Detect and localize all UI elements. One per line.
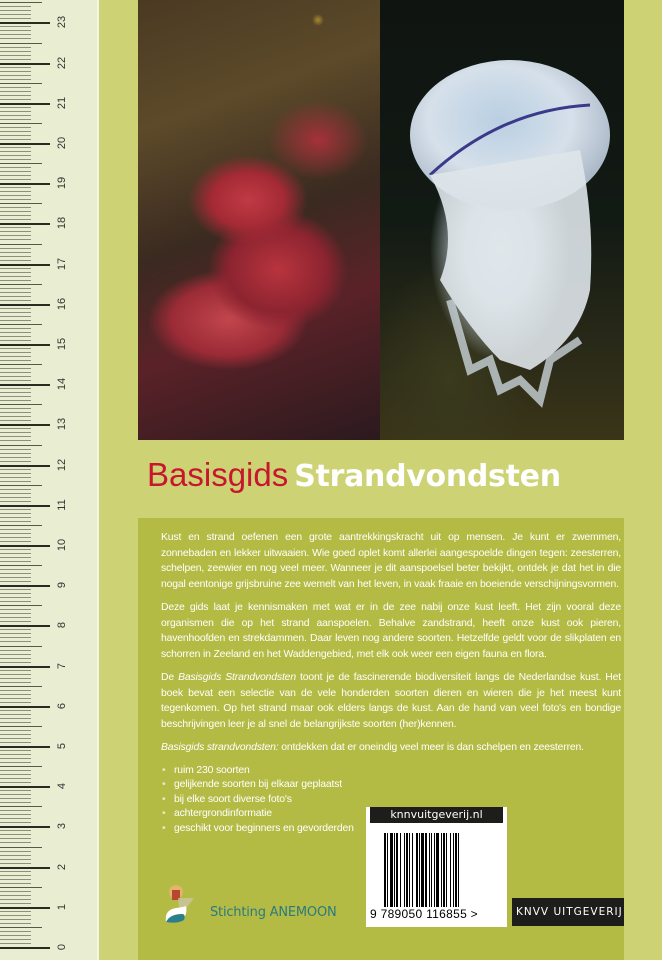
ruler-tick <box>0 83 42 84</box>
ruler-tick <box>0 834 31 835</box>
ruler-tick <box>0 678 31 679</box>
ruler-tick <box>0 55 31 56</box>
ruler-tick <box>0 219 31 220</box>
blurb-paragraph-4 <box>161 740 621 756</box>
ruler-tick <box>0 935 31 936</box>
ruler-tick <box>0 738 31 739</box>
ruler-tick <box>0 135 31 136</box>
ruler-tick <box>0 501 31 502</box>
ruler-tick <box>0 489 31 490</box>
ruler-tick <box>0 485 42 486</box>
book-title <box>147 456 561 494</box>
ruler-label: 14 <box>56 378 68 391</box>
ruler-tick <box>0 6 31 7</box>
publisher-logo: KNVV UITGEVERIJ <box>512 898 624 926</box>
ruler-tick <box>0 931 31 932</box>
ruler-tick <box>0 509 31 510</box>
ruler-tick <box>0 167 31 168</box>
ruler-label: 5 <box>56 742 68 750</box>
feature-item: • geschikt voor beginners en gevorderden <box>161 822 621 837</box>
title-strandvondsten: Strandvondsten <box>294 459 561 494</box>
ruler-tick <box>0 223 50 225</box>
ruler-tick <box>0 798 31 799</box>
ruler-tick <box>0 30 31 31</box>
isbn-number: 9 789050 116855 > <box>370 907 504 921</box>
ruler-tick <box>0 445 42 446</box>
ruler-tick <box>0 577 31 578</box>
jellyfish-photo <box>380 0 624 440</box>
ruler-tick <box>0 207 31 208</box>
ruler-tick <box>0 256 31 257</box>
ruler-tick <box>0 348 31 349</box>
ruler-tick <box>0 505 50 507</box>
ruler-tick <box>0 268 31 269</box>
ruler-tick <box>0 292 31 293</box>
anemoon-name: Stichting ANEMOON <box>210 905 337 920</box>
ruler-tick <box>0 786 50 788</box>
ruler-tick <box>0 521 31 522</box>
ruler-tick <box>0 91 31 92</box>
ruler-tick <box>0 47 31 48</box>
ruler-tick <box>0 617 31 618</box>
ruler-label: 8 <box>56 622 68 629</box>
ruler-tick <box>0 529 31 530</box>
ruler-tick <box>0 131 31 132</box>
ruler-tick <box>0 654 31 655</box>
ruler-tick <box>0 927 42 928</box>
ruler-label: 2 <box>56 863 68 870</box>
ruler-tick <box>0 726 42 727</box>
ruler-tick <box>0 449 31 450</box>
ruler-tick <box>0 360 31 361</box>
ruler-tick <box>0 276 31 277</box>
ruler-tick <box>0 553 31 554</box>
title-basisgids: Basisgids <box>147 456 289 493</box>
ruler-label: 22 <box>56 56 68 69</box>
ruler-tick <box>0 601 31 602</box>
ruler-label: 3 <box>56 823 68 830</box>
ruler-tick <box>0 541 31 542</box>
ruler-tick <box>0 416 31 417</box>
ruler-tick <box>0 919 31 920</box>
ruler-tick <box>0 400 31 401</box>
ruler-tick <box>0 296 31 297</box>
blurb-paragraph-1: Kust en strand oefenen een grote aantrekkingskracht uit op mensen. Je kunt er zwemmen, zonnebaden en lekker uitwaaien. Wie goed oplet komt allerlei aangespoelde dingen tegen: zeesterren, schelpen, zeewier en nog veel meer. Wanneer je dit aanspoelsel beter bekijkt, ontdek je dat het in die nogal eentonige grijsbruine zee wemelt van het leven, in vaak fraaie en boeiende verschijningsvormen. <box>161 532 621 590</box>
ruler-tick <box>0 818 31 819</box>
ruler-tick <box>0 525 42 526</box>
ruler-tick <box>0 891 31 892</box>
ruler-tick <box>0 22 50 24</box>
ruler-tick <box>0 147 31 148</box>
ruler-tick <box>0 826 50 828</box>
ruler-tick <box>0 589 31 590</box>
ruler-tick <box>0 324 42 325</box>
jellyfish-icon <box>380 0 624 440</box>
ruler-tick <box>0 650 31 651</box>
ruler-tick <box>0 911 31 912</box>
ruler-label: 6 <box>56 702 68 709</box>
ruler-tick <box>0 730 31 731</box>
ruler-tick <box>0 43 42 44</box>
ruler-tick <box>0 842 31 843</box>
ruler-tick <box>0 605 42 606</box>
ruler-tick <box>0 272 31 273</box>
ruler-tick <box>0 103 50 105</box>
ruler-tick <box>0 879 31 880</box>
ruler-tick <box>0 199 31 200</box>
ruler-tick <box>0 493 31 494</box>
ruler-tick <box>0 123 42 124</box>
ruler-tick <box>0 428 31 429</box>
ruler-tick <box>0 597 31 598</box>
ruler-tick <box>0 641 31 642</box>
ruler-tick <box>0 59 31 60</box>
ruler-tick <box>0 396 31 397</box>
ruler-label: 19 <box>56 177 68 190</box>
ruler-tick <box>0 871 31 872</box>
ruler-tick <box>0 2 42 3</box>
ruler-tick <box>0 143 50 145</box>
ruler-label: 17 <box>56 257 68 270</box>
ruler-label: 10 <box>56 538 68 552</box>
ruler-tick <box>0 332 31 333</box>
ruler-tick <box>0 424 50 426</box>
ruler-tick <box>0 183 50 185</box>
ruler-tick <box>0 10 31 11</box>
ruler-tick <box>0 195 31 196</box>
ruler-tick <box>0 782 31 783</box>
ruler-tick <box>0 63 50 65</box>
ruler-tick <box>0 364 42 365</box>
ruler-tick <box>0 87 31 88</box>
ruler-tick <box>0 855 31 856</box>
ruler-label: 1 <box>56 903 68 910</box>
ruler-tick <box>0 513 31 514</box>
ruler-tick <box>0 758 31 759</box>
ruler-tick <box>0 549 31 550</box>
feature-item: • bij elke soort diverse foto's <box>161 793 621 808</box>
ruler-label: 11 <box>56 499 68 511</box>
ruler-tick <box>0 175 31 176</box>
blurb <box>161 530 621 836</box>
ruler-tick <box>0 774 31 775</box>
ruler-tick <box>0 670 31 671</box>
ruler-tick <box>0 686 42 687</box>
ruler-tick <box>0 477 31 478</box>
ruler-tick <box>0 368 31 369</box>
ruler-tick <box>0 698 31 699</box>
ruler-tick <box>0 75 31 76</box>
ruler-tick <box>0 408 31 409</box>
ruler-tick <box>0 328 31 329</box>
ruler-tick <box>0 790 31 791</box>
ruler-label: 12 <box>56 458 68 471</box>
ruler-tick <box>0 244 42 245</box>
ruler-tick <box>0 372 31 373</box>
ruler-tick <box>0 18 31 19</box>
ruler-tick <box>0 682 31 683</box>
ruler-tick <box>0 613 31 614</box>
ruler-tick <box>0 461 31 462</box>
ruler-tick <box>0 388 31 389</box>
ruler-tick <box>0 127 31 128</box>
ruler-tick <box>0 694 31 695</box>
ruler-tick <box>0 481 31 482</box>
ruler-tick <box>0 308 31 309</box>
ruler-tick <box>0 814 31 815</box>
ruler-tick <box>0 412 31 413</box>
ruler-tick <box>0 838 31 839</box>
ruler-tick <box>0 887 42 888</box>
ruler-tick <box>0 666 50 668</box>
red-seaweed-photo <box>138 0 380 440</box>
barcode <box>366 807 507 927</box>
ruler-tick <box>0 340 31 341</box>
blurb-paragraph-3 <box>161 670 621 732</box>
ruler-tick <box>0 231 31 232</box>
ruler-tick <box>0 629 31 630</box>
ruler-label: 21 <box>56 96 68 109</box>
ruler-tick <box>0 155 31 156</box>
ruler-label: 16 <box>56 297 68 310</box>
ruler-tick <box>0 300 31 301</box>
ruler-tick <box>0 517 31 518</box>
ruler-tick <box>0 312 31 313</box>
ruler-label: 20 <box>56 136 68 150</box>
ruler-tick <box>0 810 31 811</box>
ruler-tick <box>0 718 31 719</box>
ruler-tick <box>0 356 31 357</box>
ruler-tick <box>0 750 31 751</box>
ruler-tick <box>0 320 31 321</box>
ruler-label: 23 <box>56 16 68 29</box>
ruler-tick <box>0 14 31 15</box>
ruler-tick <box>0 851 31 852</box>
ruler-tick <box>0 754 31 755</box>
ruler-tick <box>0 545 50 547</box>
p3-rest: toont je de fascinerende biodiversiteit langs de Nederlandse kust. Het boek bevat een selectie van de vele honderden soorten dieren en wieren die je het meest kunt tegenkomen. Op het strand maar ook elders langs de kust. Aan de hand van veel foto's en bondige beschrijvingen leer je al snel de belangrijkste soorten (her)kennen. <box>161 672 621 730</box>
ruler-tick <box>0 802 31 803</box>
ruler-tick <box>0 710 31 711</box>
ruler-tick <box>0 674 31 675</box>
ruler-tick <box>0 376 31 377</box>
ruler-tick <box>0 778 31 779</box>
barcode-bars <box>384 833 492 911</box>
ruler-tick <box>0 537 31 538</box>
ruler-tick <box>0 706 50 708</box>
cover-photos <box>138 0 624 440</box>
ruler-tick <box>0 742 31 743</box>
ruler-tick <box>0 139 31 140</box>
ruler-tick <box>0 420 31 421</box>
ruler-tick <box>0 702 31 703</box>
ruler-tick <box>0 943 31 944</box>
ruler-tick <box>0 746 50 748</box>
ruler-tick <box>0 766 42 767</box>
ruler-tick <box>0 252 31 253</box>
ruler-tick <box>0 497 31 498</box>
ruler-tick <box>0 469 31 470</box>
blurb-paragraph-2: Deze gids laat je kennismaken met wat er in de zee nabij onze kust leeft. Het zijn vooral deze organismen die op het strand aanspoelen. Behalve zandstrand, heeft onze kust ook pieren, havenhoofden en strekdammen. Daar leven nog andere soorten. Hetzelfde geldt voor de slikplaten en schorren in Zeeland en het Waddengebied, met elk ook weer een eigen fauna en flora. <box>161 602 621 660</box>
ruler-tick <box>0 432 31 433</box>
ruler-tick <box>0 392 31 393</box>
ruler-tick <box>0 899 31 900</box>
ruler-tick <box>0 227 31 228</box>
ruler-tick <box>0 883 31 884</box>
ruler-tick <box>0 621 31 622</box>
ruler-tick <box>0 203 42 204</box>
ruler-tick <box>0 895 31 896</box>
lighthouse-wave-icon <box>160 884 208 924</box>
ruler-label: 4 <box>56 783 68 790</box>
ruler-tick <box>0 187 31 188</box>
ruler-tick <box>0 593 31 594</box>
ruler-tick <box>0 384 50 386</box>
ruler-tick <box>0 304 50 306</box>
ruler-tick <box>0 903 31 904</box>
ruler-tick <box>0 239 31 240</box>
ruler-tick <box>0 947 50 949</box>
ruler-tick <box>0 404 42 405</box>
ruler-tick <box>0 565 42 566</box>
ruler-tick <box>0 191 31 192</box>
feature-item: • achtergrondinformatie <box>161 807 621 822</box>
ruler-tick <box>0 34 31 35</box>
ruler-label: 0 <box>56 943 68 951</box>
ruler-tick <box>0 264 50 266</box>
ruler-tick <box>0 867 50 869</box>
ruler-tick <box>0 573 31 574</box>
ruler-tick <box>0 465 50 467</box>
ruler-tick <box>0 95 31 96</box>
ruler-tick <box>0 38 31 39</box>
ruler-tick <box>0 806 42 807</box>
ruler-tick <box>0 26 31 27</box>
ruler-tick <box>0 440 31 441</box>
ruler-tick <box>0 159 31 160</box>
ruler-tick <box>0 344 50 346</box>
ruler-tick <box>0 211 31 212</box>
ruler-label: 9 <box>56 582 68 589</box>
ruler-tick <box>0 215 31 216</box>
ruler-tick <box>0 151 31 152</box>
ruler-tick <box>0 830 31 831</box>
ruler-tick <box>0 67 31 68</box>
ruler-tick <box>0 79 31 80</box>
publisher-url: knnvuitgeverij.nl <box>370 807 503 823</box>
ruler-tick <box>0 569 31 570</box>
ruler-tick <box>0 107 31 108</box>
ruler-tick <box>0 923 31 924</box>
ruler-tick <box>0 352 31 353</box>
p3-book-title: Basisgids Strandvondsten <box>178 672 296 683</box>
ruler-tick <box>0 662 31 663</box>
ruler-tick <box>0 633 31 634</box>
ruler-tick <box>0 99 31 100</box>
p3-prefix: De <box>161 672 179 683</box>
ruler-tick <box>0 115 31 116</box>
ruler-tick <box>0 690 31 691</box>
ruler-tick <box>0 235 31 236</box>
ruler-tick <box>0 847 42 848</box>
feature-item: • gelijkende soorten bij elkaar geplaatst <box>161 778 621 793</box>
ruler-tick <box>0 875 31 876</box>
ruler-tick <box>0 473 31 474</box>
ruler-tick <box>0 316 31 317</box>
ruler-tick <box>0 770 31 771</box>
ruler-tick <box>0 714 31 715</box>
feature-item: • ruim 230 soorten <box>161 764 621 779</box>
ruler-tick <box>0 646 42 647</box>
ruler-tick <box>0 734 31 735</box>
ruler-tick <box>0 457 31 458</box>
ruler-tick <box>0 561 31 562</box>
ruler-tick <box>0 288 31 289</box>
ruler-tick <box>0 609 31 610</box>
ruler-tick <box>0 907 50 909</box>
ruler-tick <box>0 171 31 172</box>
ruler-tick <box>0 284 42 285</box>
ruler-tick <box>0 380 31 381</box>
ruler-tick <box>0 557 31 558</box>
ruler-tick <box>0 794 31 795</box>
ruler-tick <box>0 762 31 763</box>
ruler-tick <box>0 436 31 437</box>
ruler-label: 15 <box>56 337 68 351</box>
ruler-label: 7 <box>56 662 68 669</box>
ruler-tick <box>0 260 31 261</box>
ruler-tick <box>0 863 31 864</box>
ruler-tick <box>0 822 31 823</box>
ruler-tick <box>0 658 31 659</box>
ruler-tick <box>0 533 31 534</box>
ruler-tick <box>0 453 31 454</box>
ruler-label: 18 <box>56 217 68 230</box>
ruler-tick <box>0 336 31 337</box>
p4-book-title: Basisgids strandvondsten: <box>161 742 279 753</box>
ruler-tick <box>0 51 31 52</box>
ruler-tick <box>0 280 31 281</box>
ruler-tick <box>0 939 31 940</box>
ruler-tick <box>0 179 31 180</box>
ruler-tick <box>0 915 31 916</box>
ruler-tick <box>0 248 31 249</box>
ruler-tick <box>0 859 31 860</box>
ruler-tick <box>0 637 31 638</box>
ruler <box>0 0 97 960</box>
ruler-tick <box>0 722 31 723</box>
ruler-tick <box>0 71 31 72</box>
ruler-tick <box>0 119 31 120</box>
stichting-anemoon-logo <box>160 884 337 924</box>
ruler-tick <box>0 163 42 164</box>
ruler-tick <box>0 581 31 582</box>
ruler-label: 13 <box>56 418 68 431</box>
ruler-tick <box>0 111 31 112</box>
ruler-tick <box>0 625 50 627</box>
ruler-tick <box>0 585 50 587</box>
p4-rest: ontdekken dat er oneindig veel meer is dan schelpen en zeesterren. <box>278 742 584 753</box>
